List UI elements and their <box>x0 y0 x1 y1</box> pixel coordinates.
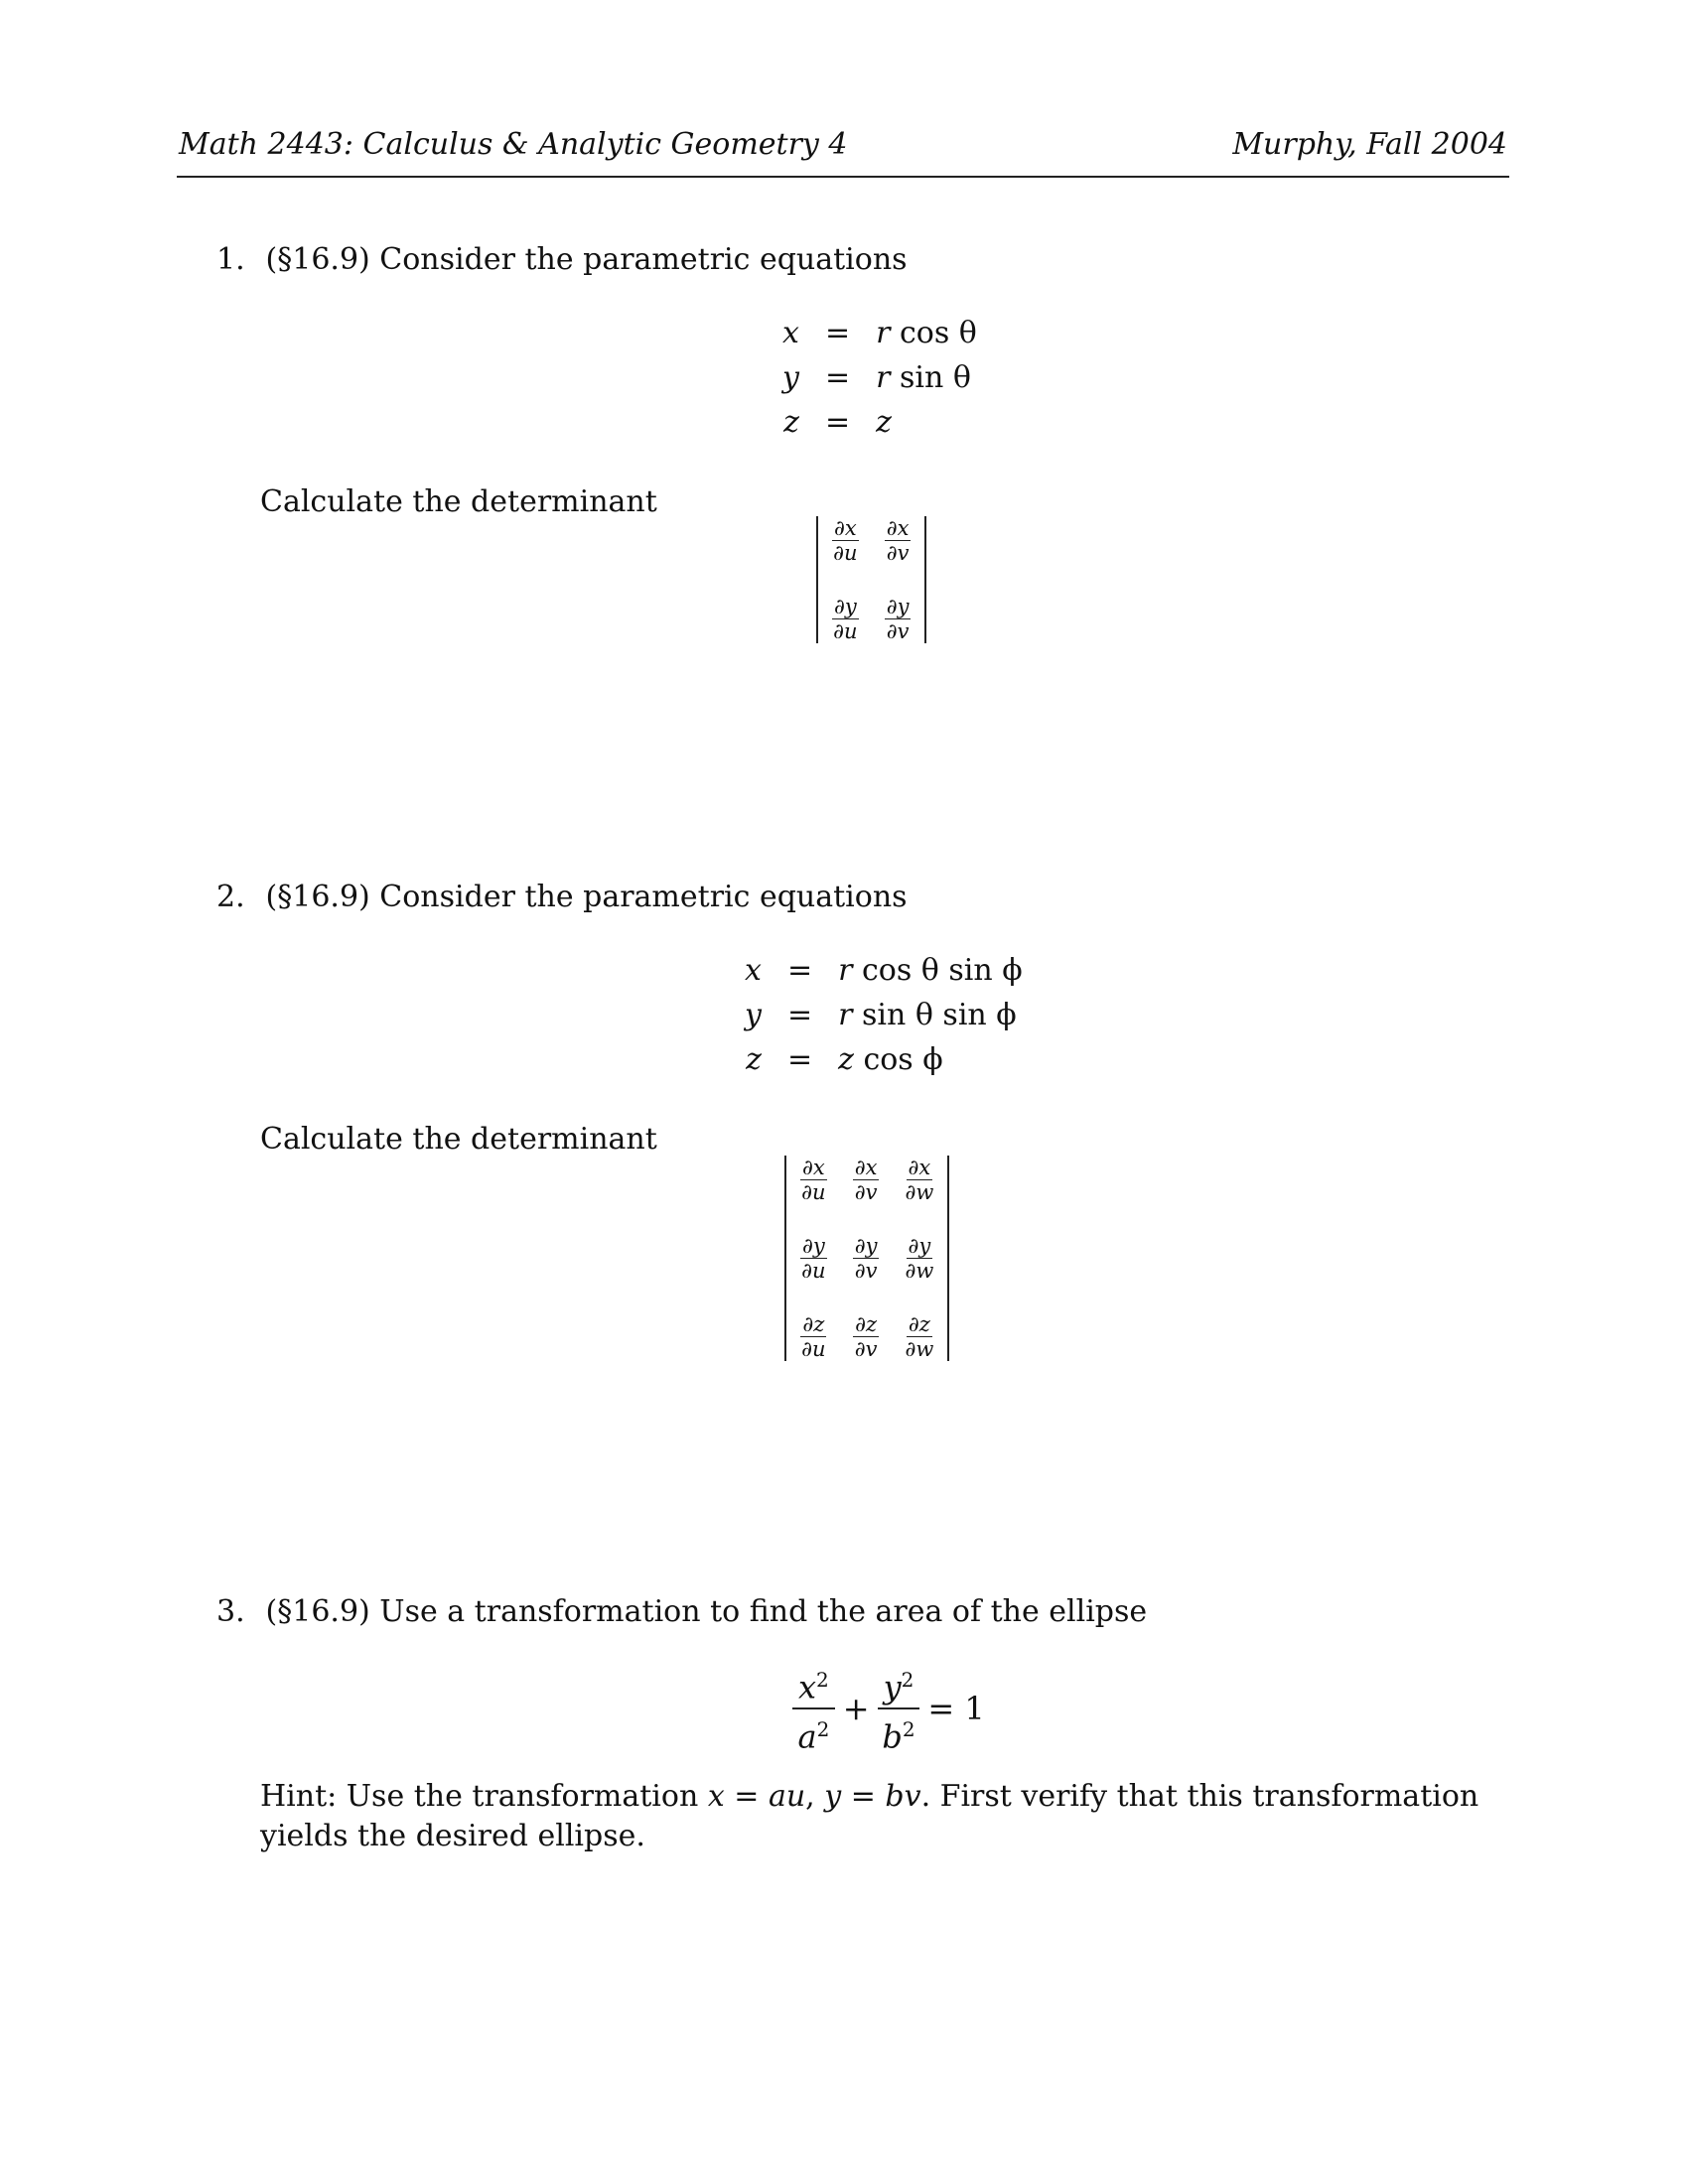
problem-2-equations <box>745 953 1023 1077</box>
course-title: Math 2443: Calculus & Analytic Geometry 4 <box>179 127 848 162</box>
author-term: Murphy, Fall 2004 <box>1232 127 1507 162</box>
eq-lhs: x <box>745 953 762 988</box>
problem-2-number: 2. <box>216 880 245 914</box>
eq-sign: = <box>824 360 851 395</box>
problem-1-calc-label: Calculate the determinant <box>260 484 657 519</box>
partial-fraction: $\frac{\partial y}{\partial v}$ <box>854 1234 878 1283</box>
eq-rhs: z cos ϕ <box>838 1042 943 1077</box>
eq-lhs: z <box>746 1042 762 1077</box>
partial-fraction: $\frac{\partial z}{\partial w}$ <box>905 1312 934 1361</box>
problem-1-equations <box>782 316 977 440</box>
partial-fraction: $\frac{\partial x}{\partial u}$ <box>833 516 858 565</box>
eq-lhs: y <box>782 360 799 395</box>
problem-2-text: (§16.9) Consider the parametric equations <box>265 880 908 914</box>
eq-rhs: z <box>876 405 892 440</box>
problem-1-statement <box>216 242 908 277</box>
eq-sign: = <box>786 953 813 988</box>
eq-lhs: z <box>783 405 799 440</box>
partial-fraction: $\frac{\partial y}{\partial v}$ <box>886 595 910 643</box>
problem-2-statement <box>216 880 908 914</box>
eq-lhs: y <box>745 998 762 1032</box>
eq-sign: = <box>786 998 813 1032</box>
eq-sign: = <box>824 405 851 440</box>
x-fraction: $x^2$ $a^2$ <box>792 1660 835 1756</box>
eq-rhs: r sin θ <box>876 360 971 395</box>
partial-fraction: $\frac{\partial x}{\partial w}$ <box>905 1156 934 1204</box>
partial-fraction: $\frac{\partial y}{\partial w}$ <box>905 1234 934 1283</box>
partial-fraction: $\frac{\partial y}{\partial u}$ <box>801 1234 826 1283</box>
ellipse-equation <box>792 1660 985 1756</box>
partial-fraction: $\frac{\partial z}{\partial v}$ <box>854 1312 878 1361</box>
partial-fraction: $\frac{\partial x}{\partial v}$ <box>886 516 910 565</box>
problem-2-determinant <box>784 1156 949 1361</box>
partial-fraction: $\frac{\partial z}{\partial u}$ <box>801 1312 826 1361</box>
problem-3-hint: Hint: Use the transformation x = au, y = bv. First verify that this transformation yields the desired ellipse. <box>260 1779 1479 1853</box>
problem-2-calc-label: Calculate the determinant <box>260 1122 657 1157</box>
eq-lhs: x <box>782 316 799 350</box>
problem-1-number: 1. <box>216 242 245 277</box>
eq-rhs: r cos θ sin ϕ <box>838 953 1023 988</box>
problem-3-text: (§16.9) Use a transformation to find the area of the ellipse <box>265 1594 1148 1629</box>
y-fraction: $\frac{y^2}{b^2}$ <box>878 1660 920 1756</box>
eq-rhs: r sin θ sin ϕ <box>838 998 1017 1032</box>
eq-rhs: r cos θ <box>876 316 977 350</box>
partial-fraction: $\frac{\partial x}{\partial u}$ <box>801 1156 826 1204</box>
header <box>179 127 1507 162</box>
partial-fraction: $\frac{\partial y}{\partial u}$ <box>833 595 858 643</box>
plus-sign: + <box>842 1689 870 1727</box>
problem-3-number: 3. <box>216 1594 245 1629</box>
eq-sign: = <box>786 1042 813 1077</box>
partial-fraction: $\frac{\partial x}{\partial v}$ <box>854 1156 878 1204</box>
header-rule <box>177 176 1509 178</box>
problem-3-statement <box>216 1594 1147 1629</box>
problem-1-determinant <box>816 516 926 643</box>
equals-one: = 1 <box>927 1689 985 1727</box>
eq-sign: = <box>824 316 851 350</box>
problem-1-text: (§16.9) Consider the parametric equations <box>265 242 908 277</box>
